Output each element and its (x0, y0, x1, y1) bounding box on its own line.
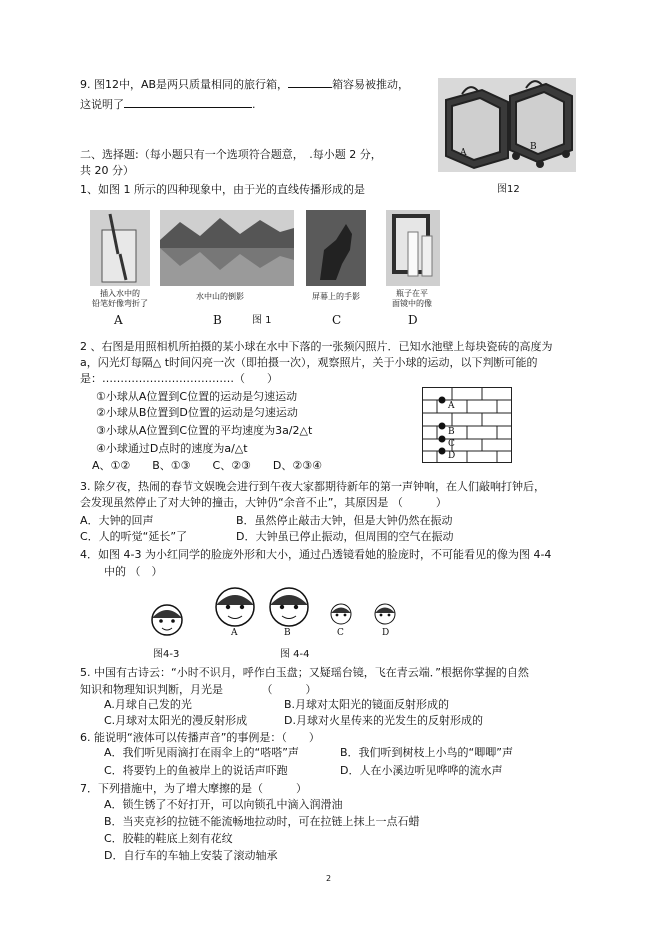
q9-blank-2[interactable] (124, 96, 252, 108)
q2-line2: a，闪光灯每隔△ t时间闪亮一次（即拍摄一次），观察照片，关于小球的运动，以下判断可能的 (80, 356, 538, 369)
q1-letter-b: B (213, 313, 222, 327)
q1-caption-a2: 铅笔好像弯折了 (92, 299, 148, 308)
q1-image-b (160, 210, 294, 286)
q9-line1-pre: 9. 图12中，AB是两只质量相同的旅行箱， (80, 78, 289, 91)
q5-option-b: B.月球对太阳光的镜面反射形成的 (284, 698, 450, 711)
q7-line1: 7．下列措施中，为了增大摩擦的是（ ） (80, 782, 307, 795)
q3-line2: 会发现虽然停止了对大钟的撞击，大钟仍“余音不止”，其原因是 （ ） (80, 496, 447, 509)
q9-line1-post: 箱容易被推动， (332, 78, 410, 91)
q1-caption-d1: 瓶子在平 (396, 289, 428, 298)
fig12-image (438, 78, 576, 172)
q5-option-c: C.月球对太阳光的漫反射形成 (104, 714, 248, 727)
q4-fig44-caption: 图 4-4 (280, 649, 310, 660)
q3-line1: 3. 除夕夜，热闹的春节文娱晚会进行到午夜大家都期待新年的第一声钟响，在人们敲响打钟后， (80, 480, 545, 493)
q7-option-c: C．胶鞋的鞋底上刻有花纹 (104, 832, 233, 845)
fig12-caption: 图12 (497, 184, 520, 195)
q2-brick-figure (422, 387, 512, 463)
q9-line1 (80, 76, 409, 92)
q3-option-a: A．大钟的回声 (80, 514, 154, 527)
q1-letter-a: A (114, 313, 123, 327)
q9-line2-post: . (252, 98, 256, 111)
q5-line2: 知识和物理知识判断，月光是 （ ） (80, 683, 317, 696)
q2-option-1: ①小球从A位置到C位置的运动是匀速运动 (96, 390, 298, 403)
q6-option-a: A．我们听见雨滴打在雨伞上的“嗒嗒”声 (104, 746, 299, 759)
q1-image-a (90, 210, 150, 286)
q1-letter-d: D (408, 313, 418, 327)
section2-line2: 共 20 分） (80, 164, 134, 177)
page-number: 2 (326, 874, 332, 883)
q9-line2 (80, 96, 256, 112)
q9-blank-1[interactable] (288, 76, 332, 88)
section2-line1: 二、选择题:（每小题只有一个选项符合题意， .每小题 2 分， (80, 148, 382, 161)
q4-face-original (148, 600, 186, 642)
q4-face-d (372, 600, 398, 630)
q3-option-d: D．大钟虽已停止振动，但周围的空气在振动 (236, 530, 454, 543)
fig12-label-a: A (460, 148, 467, 158)
q4-label-d: D (382, 628, 390, 638)
q6-option-c: C．将要钓上的鱼被岸上的说话声吓跑 (104, 764, 288, 777)
q5-line1: 5. 中国有古诗云：“小时不识月，呼作白玉盘；又疑瑶台镜，飞在青云端．”根据你掌握的自然 (80, 666, 529, 679)
q6-line1: 6. 能说明“液体可以传播声音”的事例是：（ ） (80, 731, 320, 744)
q2-line1: 2 、右图是用照相机所拍摄的某小球在水中下落的一张频闪照片．已知水池壁上每块瓷砖的高度为 (80, 340, 553, 353)
q7-option-d: D．自行车的车轴上安装了滚动轴承 (104, 849, 278, 862)
q2-option-2: ②小球从B位置到D位置的运动是匀速运动 (96, 406, 298, 419)
q4-line2: 中的 （ ） (104, 565, 163, 578)
q4-face-c (328, 600, 354, 630)
q1-caption-b: 水中山的倒影 (196, 292, 244, 301)
q4-face-a (212, 583, 258, 633)
q2-option-4: ④小球通过D点时的速度为a/△t (96, 442, 248, 455)
q7-option-b: B．当夹克衫的拉链不能流畅地拉动时，可在拉链上抹上一点石蜡 (104, 815, 420, 828)
q6-option-d: D．人在小溪边听见哗哗的流水声 (340, 764, 503, 777)
suitcase-drawing (438, 78, 576, 172)
q1-image-c (306, 210, 366, 286)
q5-option-d: D.月球对火星传来的光发生的反射形成的 (284, 714, 483, 727)
q1-stem: 1、如图 1 所示的四种现象中，由于光的直线传播形成的是 (80, 183, 365, 196)
q2-label-c: C (448, 439, 455, 449)
q1-letter-c: C (332, 313, 342, 327)
q9-line2-pre: 这说明了 (80, 98, 124, 111)
q3-option-b: B．虽然停止敲击大钟，但是大钟仍然在振动 (236, 514, 453, 527)
q4-label-c: C (337, 628, 344, 638)
q2-label-a: A (448, 401, 455, 411)
q6-option-b: B．我们听到树枝上小鸟的“唧唧”声 (340, 746, 513, 759)
q2-answers: A、①② B、①③ C、②③ D、②③④ (92, 459, 322, 472)
fig12-label-b: B (530, 142, 537, 152)
q4-face-b (266, 583, 312, 633)
q4-line1: 4．如图 4-3 为小红同学的脸庞外形和大小，通过凸透镜看她的脸庞时，不可能看见的像为图 4-4 (80, 548, 552, 561)
q7-option-a: A．锁生锈了不好打开，可以向锁孔中滴入润滑油 (104, 798, 343, 811)
q1-caption-c: 屏幕上的手影 (312, 292, 360, 301)
q5-option-a: A.月球自己发的光 (104, 698, 192, 711)
q1-caption-a1: 插入水中的 (100, 289, 140, 298)
q2-label-b: B (448, 427, 455, 437)
q1-figure-caption: 图 1 (252, 315, 272, 326)
q4-fig43-caption: 图4-3 (153, 649, 180, 660)
q1-image-d (386, 210, 440, 286)
q3-option-c: C．人的听觉“延长”了 (80, 530, 188, 543)
q2-line3: 是：………………………………（ ） (80, 372, 278, 385)
q4-label-a: A (231, 628, 238, 638)
q2-option-3: ③小球从A位置到C位置的平均速度为3a/2△t (96, 424, 313, 437)
q2-label-d: D (448, 451, 456, 461)
q4-label-b: B (284, 628, 291, 638)
q1-caption-d2: 面镜中的像 (392, 299, 432, 308)
